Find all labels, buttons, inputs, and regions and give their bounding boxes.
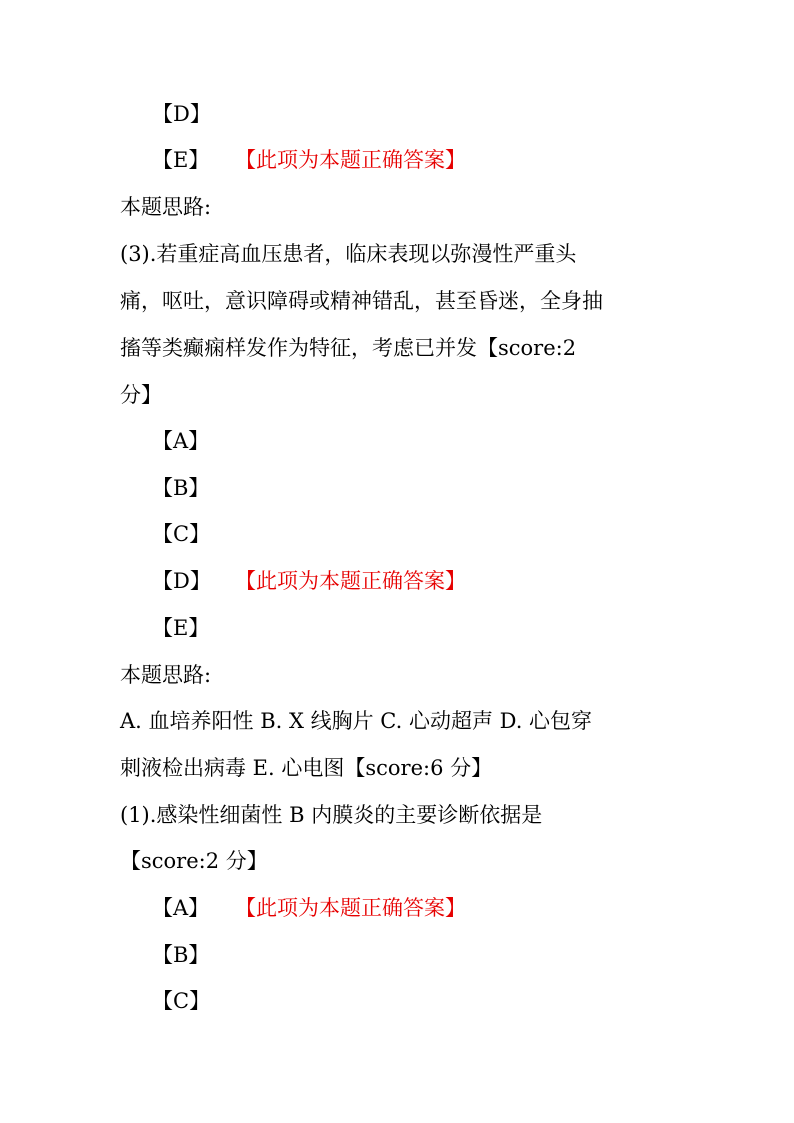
question-stem-line: 搐等类癫痫样发作为特征，考虑已并发【score:2 [120, 336, 577, 360]
question-stem-line: (1).感染性细菌性 B 内膜炎的主要诊断依据是 [120, 803, 543, 827]
analysis-heading: 本题思路: [120, 195, 212, 219]
option-label: 【C】 [152, 522, 211, 546]
option-c [152, 987, 210, 1015]
question-stem-line: 分】 [120, 383, 162, 407]
option-label: 【A】 [152, 429, 210, 453]
correct-answer-text: 【此项为本题正确答案】 [235, 896, 466, 920]
option-label: 【D】 [152, 569, 211, 593]
option-label: 【E】 [152, 148, 210, 172]
group-stem-line: 刺液检出病毒 E. 心电图【score:6 分】 [120, 756, 493, 780]
option-a [152, 894, 209, 922]
option-label: 【D】 [152, 102, 211, 126]
option-label: 【B】 [152, 943, 210, 967]
option-c [152, 520, 210, 548]
option-b [152, 474, 209, 502]
option-label: 【A】 [152, 896, 210, 920]
option-label: 【C】 [152, 989, 211, 1013]
option-b [152, 941, 209, 969]
correct-answer-text: 【此项为本题正确答案】 [235, 148, 466, 172]
option-d [152, 567, 211, 595]
option-d [152, 100, 211, 128]
question-stem-line: 痛，呕吐，意识障碍或精神错乱，甚至昏迷，全身抽 [120, 289, 603, 313]
correct-answer-text: 【此项为本题正确答案】 [235, 569, 466, 593]
analysis-heading: 本题思路: [120, 663, 212, 687]
option-e [152, 146, 209, 174]
option-label: 【B】 [152, 476, 210, 500]
group-stem-line: A. 血培养阳性 B. X 线胸片 C. 心动超声 D. 心包穿 [120, 709, 593, 733]
option-a [152, 427, 209, 455]
question-stem-line: 【score:2 分】 [120, 849, 268, 873]
question-stem-line: (3).若重症高血压患者，临床表现以弥漫性严重头 [120, 242, 577, 266]
option-e [152, 614, 209, 642]
option-label: 【E】 [152, 616, 210, 640]
